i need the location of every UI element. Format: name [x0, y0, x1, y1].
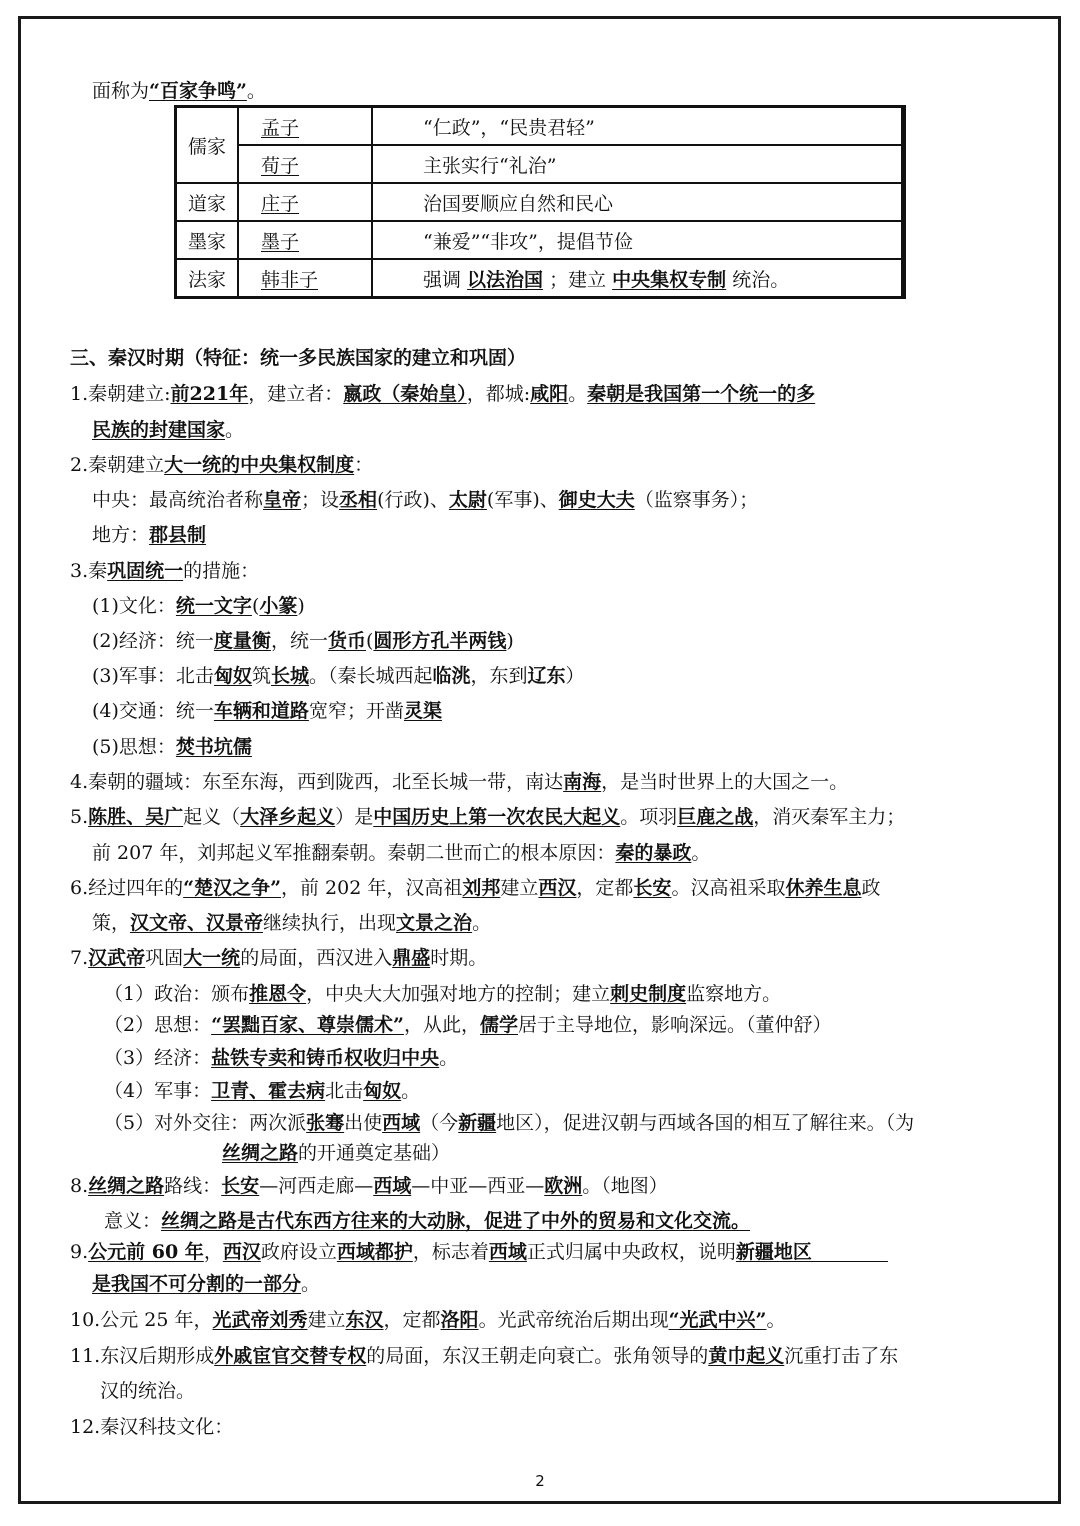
line-text: （监察事务）；: [634, 489, 759, 511]
key-term: 小篆: [259, 595, 298, 617]
key-term: 御史大夫: [558, 489, 635, 511]
line-text: 继续执行，出现: [263, 912, 397, 934]
line-text: 5.: [70, 806, 89, 828]
line-text: 的局面，东汉王朝走向衰亡。张角领导的: [366, 1345, 709, 1367]
line-text: 正式归属中央政权，说明: [526, 1241, 736, 1263]
school-representative: [238, 107, 372, 145]
content-line: [70, 804, 905, 830]
line-text: 建立: [500, 877, 539, 899]
section-title: 三、秦汉时期（特征：统一多民族国家的建立和巩固）: [70, 347, 527, 369]
line-text: 监察地方。: [686, 983, 782, 1005]
line-text: ：: [354, 454, 374, 476]
content-line: [92, 628, 514, 654]
content-line: [92, 910, 491, 936]
content-line: [92, 663, 585, 689]
school-name: 法家: [176, 259, 238, 297]
line-text: 。: [766, 1309, 786, 1331]
key-term: 长安: [633, 877, 672, 899]
key-term: 圆形方孔半两钱: [373, 630, 507, 652]
key-term: 是我国不可分割的一部分: [92, 1273, 302, 1295]
idea-text: 治国要顺应自然和民心: [423, 192, 614, 215]
key-term: 西汉: [222, 1241, 261, 1263]
line-text: 时期。: [430, 947, 488, 969]
key-term: 西域都护: [336, 1241, 413, 1263]
line-text: 。项羽: [620, 806, 678, 828]
key-term: 大一统: [183, 947, 241, 969]
key-term: 度量衡: [213, 630, 271, 652]
line-text: 汉的统治。: [100, 1380, 196, 1402]
line-text: 。: [568, 383, 588, 405]
key-term: 郡县制: [149, 524, 207, 546]
line-text: (5)思想：: [92, 736, 176, 758]
key-term: 西域: [488, 1241, 527, 1263]
key-term: 休养生息: [785, 877, 862, 899]
content-line: [70, 1343, 898, 1369]
line-text: （4）军事：: [104, 1080, 212, 1102]
line-text: 11.东汉后期形成: [70, 1345, 215, 1367]
line-text: (军事)、: [486, 489, 559, 511]
content-line: [104, 1110, 914, 1136]
school-name: 道家: [176, 183, 238, 221]
content-line: [70, 1307, 785, 1333]
schools-table-row: [176, 183, 904, 221]
line-text: 宽窄；开凿: [308, 700, 404, 722]
key-term: 儒学: [479, 1014, 518, 1036]
school-idea: [372, 259, 904, 297]
line-text: 筑: [251, 665, 271, 687]
content-line: [70, 945, 487, 971]
line-text: 中央：最高统治者称: [92, 489, 264, 511]
line-text: 临洮: [432, 665, 471, 687]
line-text: 3.秦: [70, 560, 108, 582]
key-term: 车辆和道路: [213, 700, 309, 722]
school-idea: [372, 107, 904, 145]
line-text: 2.秦朝建立: [70, 454, 165, 476]
key-term: 统一文字: [175, 595, 252, 617]
content-line: [92, 734, 252, 760]
line-text: 前 207 年，刘邦起义军推翻秦朝。秦朝二世而亡的根本原因：: [92, 842, 616, 864]
key-term: 匈奴: [363, 1080, 402, 1102]
key-term: 鼎盛: [392, 947, 431, 969]
key-term: 刺史制度: [610, 983, 687, 1005]
line-text: —中亚—西亚—: [411, 1175, 545, 1197]
line-text: —河西走廊—: [259, 1175, 374, 1197]
school-representative: [238, 259, 372, 297]
line-text: 出使: [344, 1112, 383, 1134]
line-text: ，从此，: [403, 1014, 480, 1036]
schools-table-row: [176, 259, 904, 297]
line-text: ，定都: [383, 1309, 441, 1331]
key-term: 黄巾起义: [708, 1345, 785, 1367]
line-text: 沉重打击了东: [784, 1345, 899, 1367]
key-term: 西域: [382, 1112, 421, 1134]
key-term: 文景之治: [396, 912, 473, 934]
schools-table-row: [176, 145, 904, 183]
key-term: 大泽乡起义: [240, 806, 336, 828]
key-term: 汉武帝: [88, 947, 146, 969]
key-term: 丝绸之路是古代东西方往来的大动脉，促进了中外的贸易和文化交流。: [161, 1210, 751, 1232]
content-line: [70, 558, 259, 584]
key-term: 丝绸之路: [88, 1175, 165, 1197]
key-term: 长城: [270, 665, 309, 687]
key-term: 盐铁专卖和铸币权收归中央: [211, 1047, 440, 1069]
school-name: 墨家: [176, 221, 238, 259]
key-term: 皇帝: [263, 489, 302, 511]
line-text: ，建立者：: [248, 383, 344, 405]
line-text: 北击: [325, 1080, 364, 1102]
school-representative: [238, 145, 372, 183]
line-text: (4)交通：统一: [92, 700, 214, 722]
line-text: （1）政治：颁布: [104, 983, 250, 1005]
content-line: [70, 875, 880, 901]
page-number: 2: [535, 1472, 545, 1490]
school-idea: [372, 183, 904, 221]
content-line: [104, 1012, 832, 1038]
line-text: 7.: [70, 947, 89, 969]
line-text: (: [251, 595, 260, 617]
key-term: 推恩令: [249, 983, 307, 1005]
key-term: “光武中兴”: [668, 1309, 767, 1331]
key-term: 欧洲: [544, 1175, 583, 1197]
line-text: 。: [301, 1273, 321, 1295]
line-text: (行政)、: [377, 489, 449, 511]
content-line: [92, 522, 206, 548]
content-line: [70, 452, 373, 478]
line-text: (2)经济：统一: [92, 630, 214, 652]
key-term: 前221年: [170, 383, 249, 405]
line-text: ): [506, 630, 514, 652]
representative-name: 荀子: [261, 154, 300, 177]
key-term: “罢黜百家、尊崇儒术”: [211, 1014, 404, 1036]
key-term: 光武帝刘秀: [212, 1309, 308, 1331]
key-term: 咸阳: [530, 383, 569, 405]
line-text: 居于主导地位，影响深远。（董仲舒）: [517, 1014, 832, 1036]
line-text: 的措施：: [183, 560, 260, 582]
line-text: ）是: [335, 806, 374, 828]
line-text: ，: [203, 1241, 223, 1263]
key-term: 太尉: [448, 489, 487, 511]
school-representative: [238, 183, 372, 221]
content-line: [70, 1239, 888, 1265]
key-term: 丝绸之路: [222, 1142, 299, 1164]
key-term: 民族的封建国家: [92, 419, 226, 441]
line-text: 。汉高祖采取: [671, 877, 786, 899]
key-term: 新疆地区: [735, 1241, 888, 1263]
content-line: [92, 698, 442, 724]
content-line: [222, 1140, 450, 1166]
content-line: [104, 1208, 750, 1234]
idea-text: “兼爱”“非攻”，提倡节俭: [423, 230, 633, 253]
line-text: 建立: [307, 1309, 346, 1331]
key-term: 丞相: [339, 489, 378, 511]
key-term: 西域: [373, 1175, 412, 1197]
line-text: ，都城:: [466, 383, 531, 405]
content-line: [104, 981, 781, 1007]
line-text: ，定都: [576, 877, 634, 899]
key-term: 汉文帝、汉景帝: [130, 912, 264, 934]
key-term: 巨鹿之战: [677, 806, 754, 828]
school-name: 儒家: [176, 107, 238, 183]
content-line: [104, 1078, 420, 1104]
key-term: 外戚宦官交替专权: [214, 1345, 367, 1367]
school-idea: [372, 145, 904, 183]
key-term: 匈奴: [213, 665, 252, 687]
line-text: ，前 202 年，汉高祖: [281, 877, 463, 899]
line-text: （今: [420, 1112, 459, 1134]
line-text: 。（秦长城西起: [308, 665, 433, 687]
line-text: ): [297, 595, 305, 617]
line-text: 政府设立: [260, 1241, 337, 1263]
idea-text: 统治。: [726, 268, 790, 291]
content-line: [100, 1378, 195, 1404]
content-line: [70, 1173, 668, 1199]
key-term: 南海: [563, 771, 602, 793]
line-text: (1)文化：: [92, 595, 176, 617]
content-line: [92, 593, 305, 619]
line-text: ，是当时世界上的大国之一。: [601, 771, 849, 793]
content-line: [92, 840, 710, 866]
key-term: 焚书坑儒: [175, 736, 252, 758]
line-text: 9.: [70, 1241, 89, 1263]
content-line: [70, 381, 815, 407]
content-line: [70, 1414, 233, 1440]
key-term: 货币: [327, 630, 366, 652]
key-term: “楚汉之争”: [183, 877, 281, 899]
line-text: （3）经济：: [104, 1047, 212, 1069]
line-text: ）: [565, 665, 585, 687]
key-term: 大一统的中央集权制度: [164, 454, 355, 476]
idea-text: 强调: [423, 268, 468, 291]
line-text: ，标志着: [412, 1241, 489, 1263]
content-line: [104, 1045, 458, 1071]
idea-text: 中央集权专制: [612, 268, 727, 291]
schools-table-row: [176, 221, 904, 259]
line-text: 。: [225, 419, 245, 441]
key-term: 灵渠: [403, 700, 442, 722]
line-text: 路线：: [164, 1175, 222, 1197]
line-text: 巩固: [145, 947, 184, 969]
representative-name: 庄子: [261, 192, 300, 215]
idea-text: ；建立: [543, 268, 613, 291]
line-text: （2）思想：: [104, 1014, 212, 1036]
line-text: 。: [439, 1047, 459, 1069]
key-term: 新疆: [458, 1112, 497, 1134]
key-term: 嬴政（秦始皇）: [343, 383, 467, 405]
line-text: 。: [691, 842, 711, 864]
schools-table-row: [176, 107, 904, 145]
line-text: 4.秦朝的疆域：东至东海，西到陇西，北至长城一带，南达: [70, 771, 564, 793]
intro-line: [92, 78, 266, 104]
line-text: 地方：: [92, 524, 150, 546]
intro-suffix: 。: [246, 80, 266, 102]
idea-text: 以法治国: [467, 268, 544, 291]
key-term: 卫青、霍去病: [211, 1080, 326, 1102]
line-text: 6.经过四年的: [70, 877, 184, 899]
key-term: 秦朝是我国第一个统一的多: [587, 383, 816, 405]
idea-text: “仁政”，“民贵君轻”: [423, 116, 595, 139]
line-text: 政: [861, 877, 881, 899]
line-text: 的开通奠定基础）: [298, 1142, 451, 1164]
line-text: (: [365, 630, 374, 652]
line-text: 地区），促进汉朝与西域各国的相互了解往来。（为: [496, 1112, 915, 1134]
key-term: 洛阳: [440, 1309, 479, 1331]
schools-table: [174, 105, 906, 299]
key-term: 中国历史上第一次农民大起义: [373, 806, 621, 828]
representative-name: 孟子: [261, 116, 300, 139]
key-term: 巩固统一: [107, 560, 184, 582]
line-text: 12.秦汉科技文化：: [70, 1416, 234, 1438]
intro-prefix: 面称为: [92, 80, 150, 102]
line-text: 8.: [70, 1175, 89, 1197]
idea-text: 主张实行“礼治”: [423, 154, 557, 177]
content-line: [92, 417, 244, 443]
line-text: 。: [472, 912, 492, 934]
key-term: 东汉: [345, 1309, 384, 1331]
line-text: ，中央大大加强对地方的控制；建立: [306, 983, 611, 1005]
representative-name: 墨子: [261, 230, 300, 253]
line-text: 的局面，西汉进入: [240, 947, 393, 969]
line-text: ；设: [301, 489, 340, 511]
representative-name: 韩非子: [261, 268, 319, 291]
content-line: [92, 487, 758, 513]
school-representative: [238, 221, 372, 259]
key-term: 公元前 60 年: [88, 1241, 204, 1263]
line-text: 。: [401, 1080, 421, 1102]
line-text: （5）对外交往：两次派: [104, 1112, 307, 1134]
key-term: 西汉: [538, 877, 577, 899]
line-text: ，消灭秦军主力；: [753, 806, 906, 828]
line-text: 。光武帝统治后期出现: [478, 1309, 669, 1331]
line-text: 辽东: [527, 665, 566, 687]
school-idea: [372, 221, 904, 259]
intro-term: “百家争鸣”: [149, 80, 247, 102]
line-text: 意义：: [104, 1210, 162, 1232]
key-term: 张骞: [306, 1112, 345, 1134]
line-text: 策，: [92, 912, 131, 934]
line-text: (3)军事：北击: [92, 665, 214, 687]
line-text: 起义（: [183, 806, 241, 828]
content-line: [70, 769, 848, 795]
key-term: 秦的暴政: [615, 842, 692, 864]
content-line: [92, 1271, 320, 1297]
line-text: 1.秦朝建立:: [70, 383, 171, 405]
line-text: ，统一: [270, 630, 328, 652]
line-text: 。（地图）: [582, 1175, 668, 1197]
key-term: 刘邦: [462, 877, 501, 899]
line-text: ，东到: [470, 665, 528, 687]
line-text: 10.公元 25 年，: [70, 1309, 213, 1331]
key-term: 长安: [221, 1175, 260, 1197]
key-term: 陈胜、吴广: [88, 806, 184, 828]
